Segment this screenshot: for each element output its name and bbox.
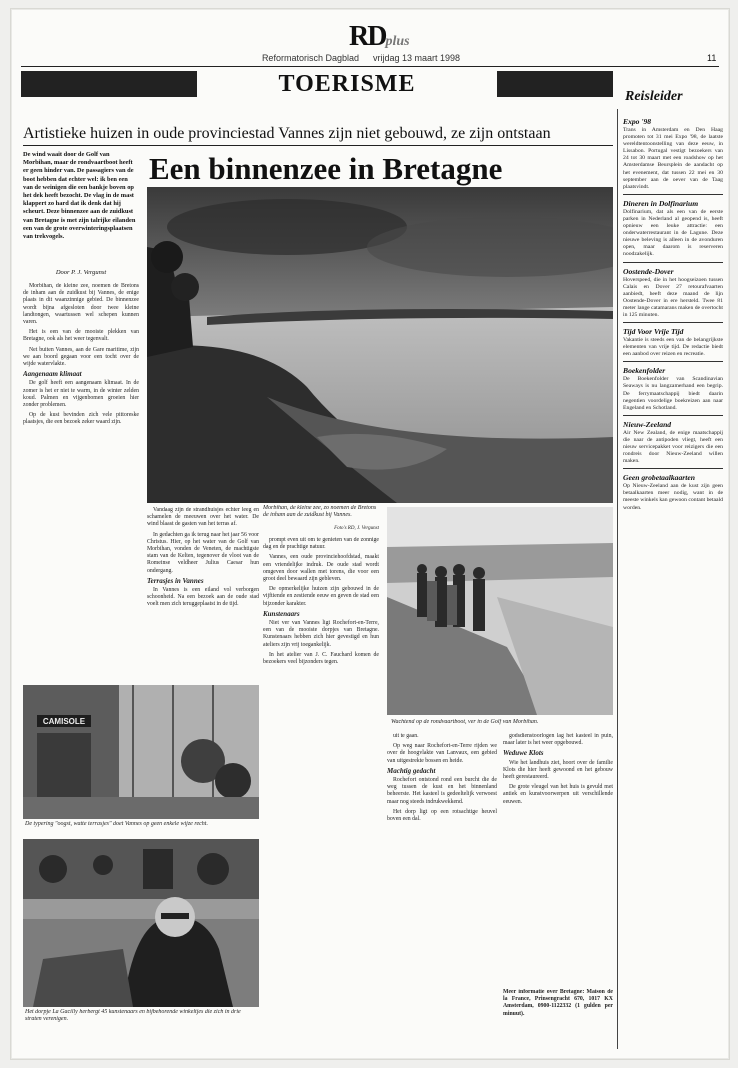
photo-boat-queue (387, 507, 613, 715)
issue-date: vrijdag 13 maart 1998 (372, 53, 461, 63)
sidebar-rule (623, 415, 723, 416)
sidebar-item-title: Nieuw-Zeeland (623, 419, 672, 429)
article-column-1 (23, 283, 139, 683)
paragraph: Het is een van de mooiste plekken van Bretagne, ook als het weer tegenvalt. (23, 329, 139, 343)
sidebar-item-text: Air New Zealand, de enige maatschappij die naar de antipoden vliegt, heeft een nieuw servicepakket voor reizigers die een rondreis door Nieuw-Zeeland willen maken. (623, 429, 723, 465)
paragraph: In het atelier van J. C. Fauchard komen de bezoekers veel bijzonders tegen. (263, 651, 379, 666)
article-headline: Een binnenzee in Bretagne (149, 151, 503, 186)
photo-caption-1: Morbihan, de kleine zee, zo noemen de Bretons de inham aan de zuidkust bij Vannes. (263, 505, 377, 519)
sidebar-item-text: Vakantie is steeds een van de belangrijkste elementen van vrije tijd. De redactie biedt een aanbod over reizen en recreatie. (623, 337, 723, 358)
page-number: 11 (707, 53, 717, 63)
paragraph: In gedachten ga ik terug naar het jaar 56 voor Christus. Hier, op het water van de Golf van Morbihan, vonden de Veneten, de machtigste stam van de Kelten, tegenover de vloot van de Romeinse veldheer Julius Caesar hun ondergang. (147, 531, 259, 574)
paragraph: Het dorp ligt op een rotsachtige heuvel boven een dal. (387, 808, 497, 823)
article-kicker: Artistieke huizen in oude provinciestad Vannes zijn niet gebouwd, ze zijn ontstaan (23, 123, 613, 146)
photo-caption-4: Het dorpje La Gacilly herbergt 45 kunstenaars en bijbehorende winkeltjes die zich in drie straten verenigen. (25, 1009, 241, 1023)
paper-logo (349, 21, 410, 52)
sidebar-rule (623, 322, 723, 323)
logo-main: RD (349, 21, 386, 52)
sidebar-item-title: Expo '98 (623, 117, 652, 126)
article-column-2 (147, 507, 259, 677)
paper-info-line (211, 53, 511, 67)
paragraph: Vandaag zijn de strandhuisjes echter leeg en schamelen de meeuwen over het water. De wind blaast de gasten van het terras af. (147, 507, 259, 528)
main-photo-coast (147, 187, 613, 503)
article-intro: De wind waait door de Golf van Morbihan, maar de rondvaartboot heeft er geen hinder van. De passagiers van de boot hebben dat echter wel: ik ben een van de weinigen die een bankje boven op het dek heeft bezocht. De vlag in de mast klappert zo hard dat ik denk dat hij scheurt. Deze binnenzee aan de zuidkust van Bretagne is met zijn talrijke eilanden een van de grote overwinteringsplaatsen van trekvogels. (23, 151, 136, 241)
sidebar-title: Reisleider (625, 89, 683, 104)
sidebar-item-text: Op Nieuw-Zeeland aan de kust zijn geen betaalkaarten meer nodig, want in de meeste winkels kan gewoon contant betaald worden. (623, 483, 723, 511)
subheading: Machtig gedacht (387, 766, 436, 775)
paragraph: Op weg naar Rochefort-en-Terre rijden we over de hoogvlakte van Lanvaux, een gebied van uitgestrekte bossen en heide. (387, 743, 497, 764)
paragraph: De grote vleugel van het huis is gevuld met antiek en kunstvoorwerpen uit verschillende eeuwen. (503, 784, 613, 805)
article-column-3 (263, 537, 379, 1037)
sidebar-item-title: Tijd Voor Vrije Tijd (623, 327, 684, 337)
paragraph: Rochefort ontstond rond een burcht die de weg tussen de kust en het binnenland beheerste. Het kasteel is gedeeltelijk verwoest maar nog steeds indrukwekkend. (387, 777, 497, 805)
section-title: TOERISME (197, 71, 497, 97)
sidebar-item-text: De Boekenfolder van Scandinavian Seaways is nu langzamerhand een begrip. De ferrymaatschappij biedt daarin negentien voordelige boekreizen aan naar Engeland en Schotland. (623, 376, 723, 411)
paragraph: Vannes, een oude provinciehoofdstad, maakt een vriendelijke indruk. De oude stad wordt omgeven door wallen met torens, die voor een groot deel bewaard zijn gebleven. (263, 554, 379, 583)
sidebar-item-title: Dineren in Dolfinarium (623, 198, 699, 208)
sidebar-item (623, 473, 723, 511)
paragraph: De opmerkelijke huizen zijn gebouwd in de vijftiende en zestiende eeuw en geven de stad een bijzonder karakter. (263, 586, 379, 607)
paragraph: uit te gaan. (393, 733, 419, 739)
sidebar-item (623, 420, 723, 469)
subheading: Aangenaam klimaat (23, 370, 82, 379)
paragraph: Net buiten Vannes, aan de Gare maritime, zijn we aan boord gegaan voor een tocht over de wijde watervlakte. (23, 346, 139, 368)
paragraph: Wie het landhuis ziet, hoort over de familie Klots die hier heeft gewoond en het gebouw heeft gerestaureerd. (503, 759, 613, 781)
sidebar-divider (617, 109, 618, 1049)
photo-caption-2: Wachtend op de rondvaartboot, ver in de Golf van Morbihan. (391, 719, 539, 725)
photo-credit: Foto's RD, J. Vergunst (334, 526, 379, 531)
subheading: Terrasjes in Vannes (147, 576, 204, 585)
sidebar-item-text: Trans in Amsterdam en Den Haag promoten tot 31 mei Expo '98, de laatste wereldtentoonstelling van deze eeuw, in Lissabon. Portugal vestigt bezoekers van 24 tot 30 maart met een roadshow op het Amsterdamse Beursplein de aandacht op het evenement, dat tussen 22 mei en 30 september aan de oever van de Taag plaatsvindt. (623, 127, 723, 190)
sidebar-item (623, 199, 723, 263)
sidebar-item-title: Boekenfolder (623, 366, 666, 376)
sidebar-item-text: Hoverspeed, die in het hoogseizoen tussen Calais en Dover 27 retourafvaarten aanbiedt, heeft deze maand de lijn Oostende-Dover in ere hersteld. Twee 81 meter lange catamarans maken de overtocht in 125 minuten. (623, 276, 723, 318)
logo-suffix: plus (385, 34, 410, 49)
sidebar-item (623, 117, 723, 195)
sidebar-rule (623, 194, 723, 195)
article-byline: Door P. J. Vergunst (55, 269, 107, 276)
sidebar-rule (623, 262, 723, 263)
article-column-4 (387, 733, 497, 1033)
article-column-5 (503, 733, 613, 983)
sidebar-rule (623, 361, 723, 362)
sidebar-item (623, 327, 723, 362)
paragraph: prompt even uit om te genieten van de zonnige dag en de prachtige natuur. (263, 537, 379, 551)
sidebar-item-title: Geen grobetaalkaarten (623, 473, 695, 483)
sidebar-item-text: Dolfinarium, dat als een van de eerste parken in Nederland al geopend is, heeft opnieuw een leuke attractie: een onderwaterrestaurant in de Lagune. Deze nieuwe beleving is alleen in de avonduren open, maar daarom is reserveren noodzakelijk. (623, 208, 723, 258)
paragraph: De golf heeft een aangenaam klimaat. In de zomer is het er niet te warm, in de winter zelden koud. Palmen en vijgenbomen groeien hier zonder problemen. (23, 380, 139, 409)
photo-artisan-workshop (23, 839, 259, 1007)
sidebar-item-title: Oostende-Dover (623, 266, 674, 276)
photo-caption-3: De typering "oogst, watte terrasjes" doet Vannes op geen enkele wijze recht. (25, 821, 208, 827)
photo-street-camisole (23, 685, 259, 819)
sidebar-item (623, 366, 723, 415)
paragraph: godsdienstoorlogen lag het kasteel in puin, maar later is het weer opgebouwd. (503, 733, 613, 747)
sidebar-item (623, 267, 723, 324)
paragraph: Morbihan, de kleine zee, noemen de Bretons de inham aan de zuidkust bij Vannes, de enige plaats in dit waanzinnige gebied. De binnenzee wordt bijna afgesloten door twee kleine landtongen, waartussen wel schepen kunnen varen. (23, 283, 139, 326)
masthead (11, 9, 729, 69)
paragraph: Op de kust bevinden zich vele pittoreske plaatsjes, die een bezoek zeker waard zijn. (23, 412, 139, 426)
info-box: Meer informatie over Bretagne: Maison de la France, Prinsengracht 670, 1017 KX Amsterdam, 0900-1122332 (1 gulden per minuut). (503, 989, 613, 1017)
sidebar-reisleider (623, 113, 723, 1053)
masthead-rule (21, 66, 719, 67)
paragraph: Niet ver van Vannes ligt Rochefort-en-Terre, een van de mooiste dorpjes van Bretagne. Kunstenaars hebben zich hier gevestigd en hun ateliers zijn vrij toegankelijk. (263, 620, 379, 648)
newspaper-page (10, 8, 730, 1060)
sidebar-rule (623, 468, 723, 469)
paper-name: Reformatorisch Dagblad (261, 53, 359, 63)
paragraph: In Vannes is een eiland vol verborgen schoonheid. Na een bezoek aan de oude stad voelt men zich teruggeplaatst in de tijd. (147, 587, 259, 608)
subheading: Kunstenaars (263, 609, 300, 618)
subheading: Weduwe Klots (503, 749, 544, 758)
svg-text:CAMISOLE: CAMISOLE (42, 717, 86, 726)
